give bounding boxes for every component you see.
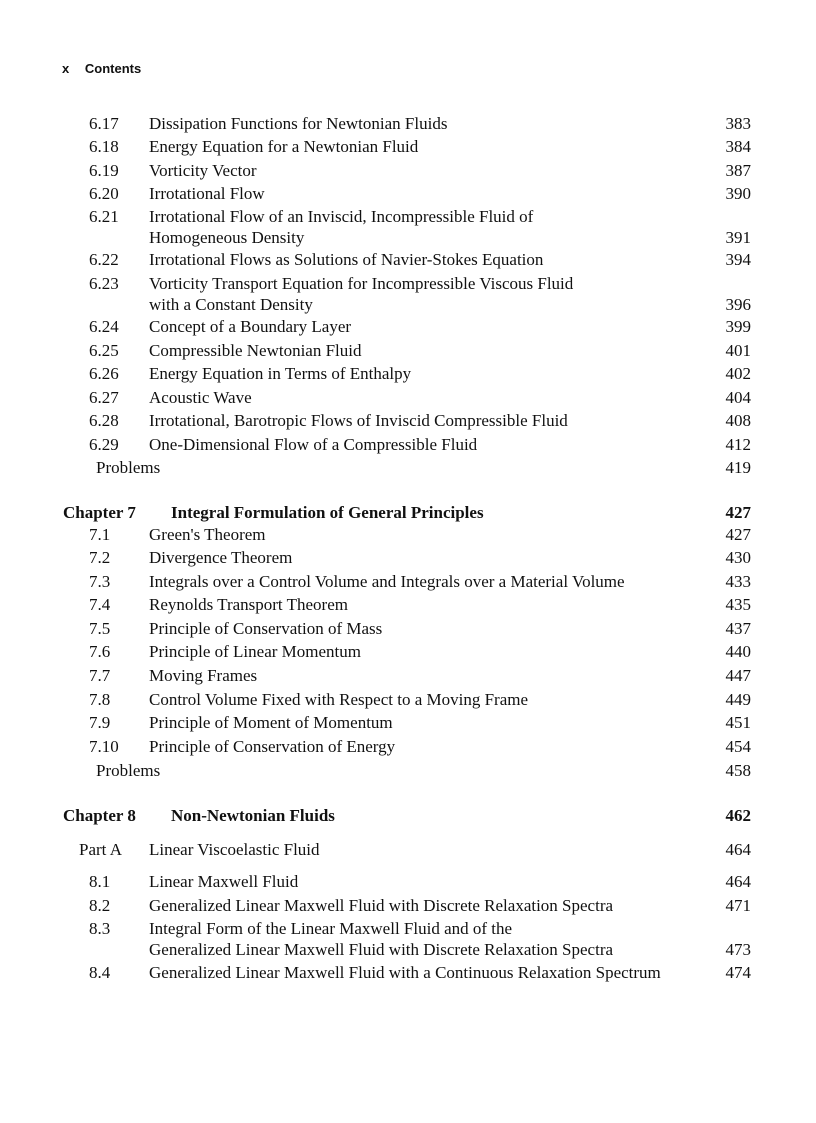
section-number: 7.1 xyxy=(89,525,111,544)
entry-page: 449 xyxy=(725,690,751,709)
section-number: 6.23 xyxy=(89,274,119,293)
entry-page: 464 xyxy=(725,872,751,891)
section-title: Green's Theorem xyxy=(149,525,266,544)
section-number: 8.3 xyxy=(89,919,111,938)
section-number: 6.19 xyxy=(89,161,119,180)
problems-label: Problems xyxy=(96,458,161,477)
section-number: 6.27 xyxy=(89,388,119,407)
section-title: Dissipation Functions for Newtonian Fluids xyxy=(149,114,448,133)
section-title: Irrotational Flow xyxy=(149,184,265,203)
entry-page: 396 xyxy=(725,295,751,314)
section-title: Integral Form of the Linear Maxwell Fluid and of the xyxy=(149,919,513,938)
problems-label: Problems xyxy=(96,761,161,780)
section-number: 7.10 xyxy=(89,737,119,756)
chapter-title: Integral Formulation of General Principles xyxy=(171,503,484,522)
section-number: 6.25 xyxy=(89,341,119,360)
section-number: 6.26 xyxy=(89,364,119,383)
section-title: Vorticity Transport Equation for Incompressible Viscous Fluid xyxy=(149,274,574,293)
section-title: Linear Viscoelastic Fluid xyxy=(149,840,320,859)
entry-page: 451 xyxy=(725,713,751,732)
entry-page: 401 xyxy=(725,341,751,360)
section-title: Homogeneous Density xyxy=(149,228,305,247)
entry-page: 473 xyxy=(725,940,751,959)
section-number: 8.2 xyxy=(89,896,111,915)
entry-page: 391 xyxy=(725,228,751,247)
section-number: 8.1 xyxy=(89,872,111,891)
entry-page: 394 xyxy=(725,250,751,269)
section-title: Reynolds Transport Theorem xyxy=(149,595,348,614)
section-title: Vorticity Vector xyxy=(149,161,257,180)
section-number: 6.24 xyxy=(89,317,119,336)
section-title: with a Constant Density xyxy=(149,295,313,314)
entry-page: 433 xyxy=(725,572,751,591)
chapter-page: 462 xyxy=(725,806,751,825)
section-number: 7.9 xyxy=(89,713,111,732)
part-label: Part A xyxy=(79,840,122,859)
section-number: 7.4 xyxy=(89,595,111,614)
section-number: 6.22 xyxy=(89,250,119,269)
section-number: 8.4 xyxy=(89,963,111,982)
entry-page: 471 xyxy=(725,896,751,915)
section-number: 6.18 xyxy=(89,137,119,156)
section-title: Principle of Conservation of Energy xyxy=(149,737,396,756)
section-title: Generalized Linear Maxwell Fluid with a Continuous Relaxation Spectrum xyxy=(149,963,661,982)
section-title: Principle of Linear Momentum xyxy=(149,642,361,661)
section-number: 6.17 xyxy=(89,114,119,133)
entry-page: 412 xyxy=(725,435,751,454)
section-title: Energy Equation for a Newtonian Fluid xyxy=(149,137,419,156)
section-title: Irrotational Flow of an Inviscid, Incompressible Fluid of xyxy=(149,207,534,226)
section-number: 7.5 xyxy=(89,619,111,638)
entry-page: 454 xyxy=(725,737,751,756)
chapter-page: 427 xyxy=(725,503,751,522)
entry-page: 387 xyxy=(725,161,751,180)
section-number: 7.6 xyxy=(89,642,111,661)
header-title: Contents xyxy=(84,61,142,76)
section-title: Principle of Moment of Momentum xyxy=(149,713,393,732)
entry-page: 402 xyxy=(725,364,751,383)
entry-page: 408 xyxy=(725,411,751,430)
section-number: 6.28 xyxy=(89,411,119,430)
section-title: Irrotational Flows as Solutions of Navier-Stokes Equation xyxy=(149,250,544,269)
chapter-label: Chapter 7 xyxy=(63,503,136,522)
entry-page: 384 xyxy=(725,137,751,156)
entry-page: 447 xyxy=(725,666,751,685)
section-title: Compressible Newtonian Fluid xyxy=(149,341,362,360)
section-title: Energy Equation in Terms of Enthalpy xyxy=(149,364,412,383)
chapter-label: Chapter 8 xyxy=(63,806,136,825)
section-number: 7.3 xyxy=(89,572,111,591)
chapter-title: Non-Newtonian Fluids xyxy=(171,806,335,825)
header-page-number: x xyxy=(62,61,70,76)
section-number: 7.2 xyxy=(89,548,111,567)
entry-page: 404 xyxy=(725,388,751,407)
section-title: Generalized Linear Maxwell Fluid with Discrete Relaxation Spectra xyxy=(149,896,614,915)
entry-page: 437 xyxy=(725,619,751,638)
entry-page: 419 xyxy=(725,458,751,477)
section-number: 6.20 xyxy=(89,184,119,203)
section-title: Principle of Conservation of Mass xyxy=(149,619,383,638)
section-title: Generalized Linear Maxwell Fluid with Discrete Relaxation Spectra xyxy=(149,940,614,959)
entry-page: 474 xyxy=(725,963,751,982)
entry-page: 383 xyxy=(725,114,751,133)
section-number: 6.29 xyxy=(89,435,119,454)
section-title: Irrotational, Barotropic Flows of Inviscid Compressible Fluid xyxy=(149,411,568,430)
entry-page: 458 xyxy=(725,761,751,780)
section-title: One-Dimensional Flow of a Compressible Fluid xyxy=(149,435,478,454)
section-number: 6.21 xyxy=(89,207,119,226)
running-header xyxy=(62,61,141,76)
section-title: Linear Maxwell Fluid xyxy=(149,872,299,891)
section-title: Acoustic Wave xyxy=(149,388,252,407)
entry-page: 399 xyxy=(725,317,751,336)
section-title: Control Volume Fixed with Respect to a Moving Frame xyxy=(149,690,529,709)
entry-page: 430 xyxy=(725,548,751,567)
entry-page: 435 xyxy=(725,595,751,614)
section-title: Divergence Theorem xyxy=(149,548,293,567)
entry-page: 390 xyxy=(725,184,751,203)
entry-page: 440 xyxy=(725,642,751,661)
section-title: Moving Frames xyxy=(149,666,258,685)
entry-page: 464 xyxy=(725,840,751,859)
entry-page: 427 xyxy=(725,525,751,544)
section-number: 7.8 xyxy=(89,690,111,709)
section-number: 7.7 xyxy=(89,666,111,685)
section-title: Concept of a Boundary Layer xyxy=(149,317,352,336)
section-title: Integrals over a Control Volume and Integrals over a Material Volume xyxy=(149,572,625,591)
